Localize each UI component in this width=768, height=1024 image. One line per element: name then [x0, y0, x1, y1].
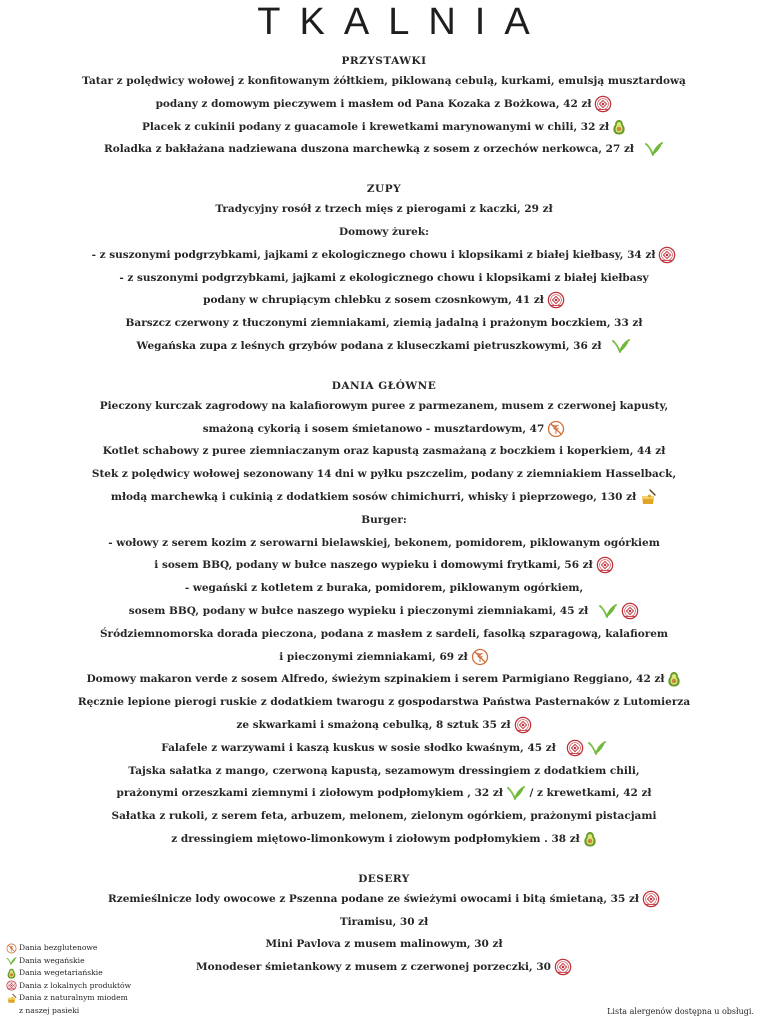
menu-item-line: ze skwarkami i smażoną cebulką, 8 sztuk 35 zł: [0, 714, 768, 737]
menu-content: [0, 53, 768, 979]
menu-item-line: podany w chrupiącym chlebku z sosem czosnkowym, 41 zł: [0, 289, 768, 312]
gluten-free-icon: [6, 943, 17, 954]
menu-item-line: prażonymi orzeszkami ziemnymi i ziołowym podpłomykiem , 32 zł / z krewetkami, 42 zł: [116, 787, 652, 800]
vegetarian-avocado-icon: [583, 831, 597, 847]
menu-item-line: Domowy żurek:: [339, 225, 429, 238]
menu-item-line: - wegański z kotletem z buraka, pomidorem, piklowanym ogórkiem,: [184, 582, 584, 595]
section-title-starters: PRZYSTAWKI: [341, 55, 427, 67]
menu-item-line: - z suszonymi podgrzybkami, jajkami z ekologicznego chowu i klopsikami z białej kiełbasy, 34 zł: [0, 244, 768, 267]
vegan-leaf-icon: [6, 956, 17, 966]
gluten-free-icon: [547, 420, 565, 438]
local-products-stamp-icon: [594, 95, 612, 113]
local-products-stamp-icon: [547, 291, 565, 309]
menu-item-line: Roladka z bakłażana nadziewana duszona marchewką z sosem z orzechów nerkowca, 27 zł: [0, 138, 768, 161]
menu-item-line: Tiramisu, 30 zł: [339, 915, 429, 928]
local-products-stamp-icon: [514, 716, 532, 734]
restaurant-logo: TKALNIA: [257, 1, 549, 43]
local-products-stamp-icon: [554, 958, 572, 976]
menu-item-line: Kotlet schabowy z puree ziemniaczanym oraz kapustą zasmażaną z boczkiem i koperkiem, 44 zł: [102, 445, 666, 458]
section-title-mains: DANIA GŁÓWNE: [331, 379, 437, 392]
vegan-leaf-icon: [598, 603, 618, 619]
menu-item-line: sosem BBQ, podany w bułce naszego wypieku i pieczonymi ziemniakami, 45 zł: [0, 600, 768, 623]
honey-pot-icon: [639, 488, 657, 506]
legend-item: Dania wegetariańskie: [6, 967, 131, 980]
section-title-soups: ZUPY: [366, 183, 402, 196]
menu-item-line: - wołowy z serem kozim z serowarni bielawskiej, bekonem, pomidorem, piklowanym ogórkiem: [108, 536, 660, 549]
menu-item-line: Śródziemnomorska dorada pieczona, podana z masłem z sardeli, fasolką szparagową, kalafiorem: [99, 627, 669, 640]
local-products-stamp-icon: [621, 602, 639, 620]
local-products-stamp-icon: [658, 246, 676, 264]
menu-item-line: Domowy makaron verde z sosem Alfredo, świeżym szpinakiem i serem Parmigiano Reggiano, 42 zł: [0, 668, 768, 691]
menu-item-line: Placek z cukinii podany z guacamole i krewetkami marynowanymi w chili, 32 zł: [0, 116, 768, 139]
menu-item-line: Rzemieślnicze lody owocowe z Pszenna podane ze świeżymi owocami i bitą śmietaną, 35 zł: [0, 888, 768, 911]
menu-item-line: - z suszonymi podgrzybkami, jajkami z ekologicznego chowu i klopsikami z białej kiełbasy: [119, 271, 649, 284]
menu-item-line: Wegańska zupa z leśnych grzybów podana z kluseczkami pietruszkowymi, 36 zł: [0, 335, 768, 358]
menu-item-line: Ręcznie lepione pierogi ruskie z dodatkiem twarogu z gospodarstwa Państwa Pasternaków z Lutomierza: [77, 696, 691, 709]
menu-item-line: Pieczony kurczak zagrodowy na kalafiorowym puree z parmezanem, musem z czerwonej kapusty,: [99, 399, 669, 412]
menu-item-line: Falafele z warzywami i kaszą kuskus w sosie słodko kwaśnym, 45 zł: [0, 737, 768, 760]
menu-item-line: Tradycyjny rosół z trzech mięs z pierogami z kaczki, 29 zł: [215, 203, 553, 216]
menu-item-line: i pieczonymi ziemniakami, 69 zł: [0, 646, 768, 669]
vegan-leaf-icon: [506, 785, 526, 801]
local-products-stamp-icon: [6, 980, 17, 991]
vegetarian-avocado-icon: [612, 119, 626, 135]
vegetarian-avocado-icon: [667, 671, 681, 687]
menu-item-line: Tajska sałatka z mango, czerwoną kapustą, sezamowym dressingiem z dodatkiem chili,: [128, 764, 640, 777]
menu-item-line: Barszcz czerwony z tłuczonymi ziemniakami, ziemią jadalną i prażonym boczkiem, 33 zł: [125, 317, 643, 330]
vegetarian-avocado-icon: [6, 968, 17, 979]
menu-item-line: smażoną cykorią i sosem śmietanowo - musztardowym, 47: [0, 418, 768, 441]
menu-item-line: z dressingiem miętowo-limonkowym i ziołowym podpłomykiem . 38 zł: [0, 828, 768, 851]
menu-item-line: młodą marchewką i cukinią z dodatkiem sosów chimichurri, whisky i pieprzowego, 130 zł: [0, 486, 768, 509]
local-products-stamp-icon: [596, 556, 614, 574]
menu-item-line: podany z domowym pieczywem i masłem od Pana Kozaka z Bożkowa, 42 zł: [0, 93, 768, 116]
menu-item-line: i sosem BBQ, podany w bułce naszego wypieku i domowymi frytkami, 56 zł: [0, 554, 768, 577]
legend-item-continued: z naszej pasieki: [19, 1005, 80, 1015]
vegan-leaf-icon: [587, 740, 607, 756]
local-products-stamp-icon: [642, 890, 660, 908]
legend-item: Dania wegańskie: [6, 955, 131, 968]
local-products-stamp-icon: [566, 739, 584, 757]
dietary-legend: [6, 942, 131, 1018]
gluten-free-icon: [471, 648, 489, 666]
legend-item: Dania bezglutenowe: [6, 942, 131, 955]
menu-item-line: Burger:: [361, 513, 407, 526]
menu-item-line: Tatar z polędwicy wołowej z konfitowanym żółtkiem, piklowaną cebulą, kurkami, emulsją musztardową: [82, 75, 686, 87]
menu-item-line: Monodeser śmietankowy z musem z czerwonej porzeczki, 30: [0, 956, 768, 979]
legend-item: Dania z lokalnych produktów: [6, 980, 131, 993]
vegan-leaf-icon: [644, 141, 664, 157]
vegan-leaf-icon: [611, 338, 631, 354]
menu-item-line: Sałatka z rukoli, z serem feta, arbuzem, melonem, zielonym ogórkiem, prażonymi pistacjami: [111, 810, 657, 823]
menu-item-line: Stek z polędwicy wołowej sezonowany 14 dni w pyłku pszczelim, podany z ziemniakiem Hasselback,: [91, 468, 677, 481]
honey-pot-icon: [6, 993, 17, 1004]
section-title-desserts: DESERY: [358, 872, 410, 885]
menu-item-line: Mini Pavlova z musem malinowym, 30 zł: [265, 938, 503, 951]
allergen-note: Lista alergenów dostępna u obsługi.: [607, 1007, 754, 1016]
legend-item: Dania z naturalnym miodem: [6, 992, 131, 1005]
